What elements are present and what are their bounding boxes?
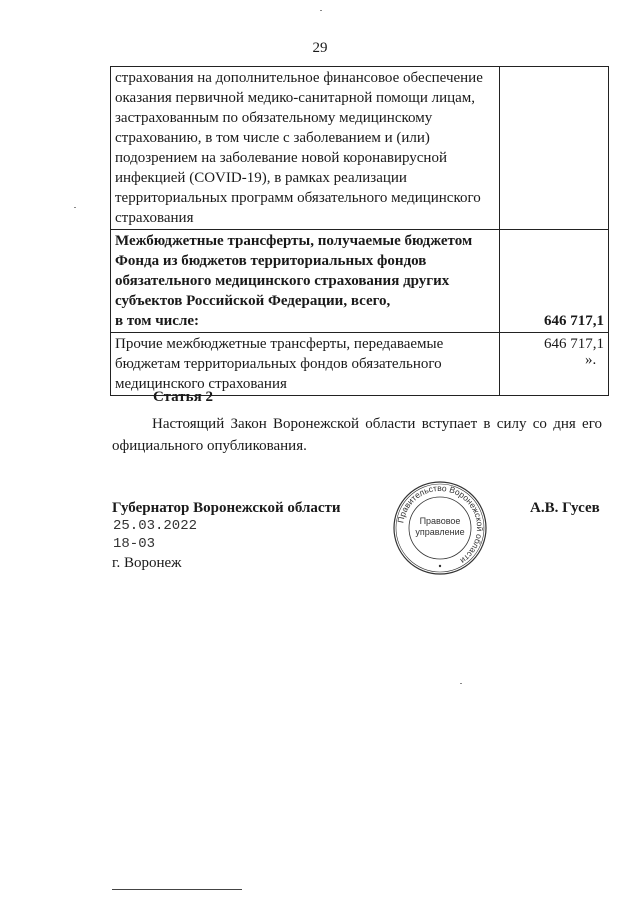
row-description-line: бюджетам территориальных фондов обязательного [115,356,442,372]
row-description-line: субъектов Российской Федерации, всего, [115,293,391,309]
table-row [111,67,609,230]
row-description-line: обязательного медицинского страхования других [115,273,450,289]
signature-date: 25.03.2022 [113,518,198,534]
row-description-line: инфекцией (COVID-19), в рамках реализации [115,170,407,186]
row-description [111,230,500,333]
row-value [500,67,609,230]
row-description-line: Прочие межбюджетные трансферты, передаваемые [115,336,444,352]
signer-title: Губернатор Воронежской области [112,500,341,516]
row-value: 646 717,1 [500,333,609,396]
scan-speck [460,683,462,684]
row-value: 646 717,1 [500,230,609,333]
closing-quote: ». [585,352,597,368]
row-description-line: страхованию, в том числе с заболеванием и (или) [115,130,430,146]
table-row [111,333,609,396]
row-description [111,333,500,396]
footnote-divider [112,889,242,890]
article-text: Настоящий Закон Воронежской области вступает в силу со дня его официального опубликования. [112,416,602,454]
scan-speck [320,10,322,11]
stamp-dot [439,565,441,567]
row-description-line: страхования [115,210,194,226]
row-description-line: подозрением на заболевание новой коронавирусной [115,150,447,166]
row-description-line: оказания первичной медико-санитарной помощи лицам, [115,90,476,106]
row-description-line: территориальных программ обязательного медицинского [115,190,481,206]
article-title: Статья 2 [153,389,213,405]
city: г. Воронеж [112,555,182,571]
stamp-center-line1: Правовое [419,516,461,526]
row-description-line: застрахованным по обязательному медицинскому [115,110,433,126]
row-description-line: Фонда из бюджетов территориальных фондов [115,253,427,269]
row-description-line: страхования на дополнительное финансовое обеспечение [115,70,483,86]
scan-speck [74,207,76,208]
page-number: 29 [312,40,328,56]
row-description [111,67,500,230]
row-description-line: в том числе: [115,313,200,329]
budget-table [110,66,609,396]
row-description-line: Межбюджетные трансферты, получаемые бюджетом [115,233,473,249]
stamp-center-line2: управление [415,527,465,537]
stamp-center-text [413,516,467,538]
stamp-ring-text: Правительство Воронежской области [395,482,486,566]
table-row [111,230,609,333]
row-description-line: медицинского страхования [115,376,287,392]
law-number: 18-03 [113,536,156,552]
signer-name: А.В. Гусев [530,500,600,516]
